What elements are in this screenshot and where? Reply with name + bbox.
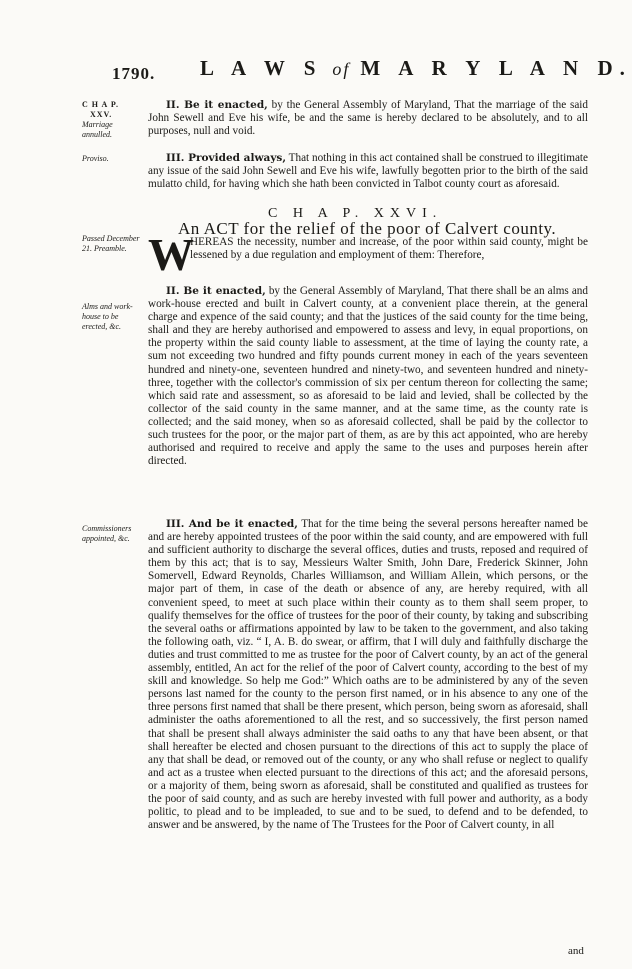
page-year: 1790. bbox=[112, 64, 156, 83]
section-lead: III. Provided always, bbox=[166, 152, 286, 164]
section-lead: III. And be it enacted, bbox=[166, 518, 298, 530]
chap25-section-3 bbox=[148, 152, 588, 191]
running-title-left: L A W S bbox=[200, 56, 323, 80]
section-text: by the General Assembly of Maryland, That there shall be an alms and work-house erected and built in Calvert county, at a convenient place therein, at the general charge and expence of the said county; and that the justices of the said county for the time being, shall and they are hereby authorised and empowered to assess and levy, in equal proportions, on the property within the said county liable to assessment, at the time of laying the county rate, a sum not exceeding two hundred and fifty pounds current money in each of the years seventeen hundred and ninety-one, seventeen hundred and ninety-two, and seventeen hundred and ninety-three, together with the collector's commission of six per centum thereon for collecting the same; which said rate and assessment, so as aforesaid to be laid and levied, shall be collected by the collector of the said county in the same manner, and at the same time, as the county rate is collected; and the said money, when so as aforesaid collected, shall be paid by the collector to such trustees for the poor, or the major part of them, as are by this act appointed, who are hereby authorised and required to receive and apply the same to the uses and purposes herein after directed. bbox=[148, 285, 588, 468]
section-lead: II. Be it enacted, bbox=[166, 285, 266, 297]
margin-chap-number: XXV. bbox=[90, 110, 113, 119]
page-header bbox=[0, 56, 632, 86]
chap26-section-2 bbox=[148, 285, 588, 468]
running-title-right: M A R Y L A N D. bbox=[360, 56, 632, 80]
margin-note-marriage: Marriage annulled. bbox=[82, 120, 113, 139]
section-text: by the General Assembly of Maryland, That the marriage of the said John Sewell and Eve his wife, be and the same is hereby declared to be absolutely, and to all purposes, null and void. bbox=[148, 99, 588, 138]
running-title-of: of bbox=[332, 59, 351, 79]
margin-note-commissioners: Commissioners appointed, &c. bbox=[82, 524, 132, 543]
chap25-section-2 bbox=[148, 99, 588, 138]
catchword: and bbox=[568, 945, 584, 957]
section-text: That for the time being the several persons hereafter named be and are hereby appointed trustees of the poor within the said county, and are empowered with full and sufficient authority to discharge the several offices, duties and trusts, reposed and required of them by this act; that is to say, Messieurs Walter Smith, John Dare, Frederick Skinner, John Somervell, Edward Reynolds, Charles Williamson, and William Allein, which persons, or the major part of them, in case of the death or absence of any, are hereby required, with all convenient speed, to meet at such place within their county as to them shall seem proper, to qualify themselves for the office of trustees for the poor of their county, by taking and subscribing the several oaths or affirmations appointed by law to be taken to the government, and also taking the following oath, viz. “ I, A. B. do swear, or affirm, that I will duly and faithfully discharge the duties and trust committed to me as trustee for the poor of Calvert county, by an act of the general assembly, entitled, An act for the relief of the poor of Calvert county, according to the best of my skill and knowledge. So help me God:” Which oaths are to be administered by any of the seven persons last named for the county to the person first named, or in his absence to any one of the three persons first named that shall be there present, which person, being sworn as aforesaid, shall administer the oaths aforementioned to all the rest, and so successively, the first person named that shall be present shall always administer the said oaths to any that have been absent, or that shall hereafter be elected and chosen pursuant to the directions of this act to supply the place of any that shall be dead, or removed out of the county, or any who shall refuse or neglect to qualify and act as a trustee when elected pursuant to the directions of this act; and the aforesaid persons, or a majority of them, being sworn as aforesaid, shall be constituted and qualified as trustees for the poor of said county, and as such are hereby invested with full power and authority, as a body politic, to plead and to be impleaded, to sue and to be sued, to defend and to be defended, to answer and be answered, by the name of The Trustees for the Poor of Calvert county, in all bbox=[148, 518, 588, 832]
margin-chap-label: C H A P. bbox=[82, 100, 120, 109]
running-title bbox=[200, 56, 632, 81]
section-lead: II. Be it enacted, bbox=[166, 99, 268, 111]
chapter-heading: C H A P. XXVI. bbox=[268, 206, 443, 221]
margin-note-proviso: Proviso. bbox=[82, 154, 109, 163]
margin-note-alms-house: Alms and work-house to be erected, &c. bbox=[82, 302, 133, 331]
section-text: That nothing in this act contained shall be construed to illegitimate any issue of the said John Sewell and Eve his wife, lawfully begotten prior to the birth of the said mulatto child, for having which she hath been convicted in Talbot county court as aforesaid. bbox=[148, 152, 588, 191]
margin-note-passed: Passed December 21. Preamble. bbox=[82, 234, 140, 253]
margin-note-chap25 bbox=[82, 100, 142, 140]
preamble: HEREAS the necessity, number and increase, of the poor within said county, might be lessened by a due regulation and employment of them: Therefore, bbox=[190, 236, 588, 262]
chap26-section-3 bbox=[148, 518, 588, 832]
act-title: An ACT for the relief of the poor of Calvert county. bbox=[178, 219, 557, 238]
drop-cap: W bbox=[148, 229, 194, 280]
